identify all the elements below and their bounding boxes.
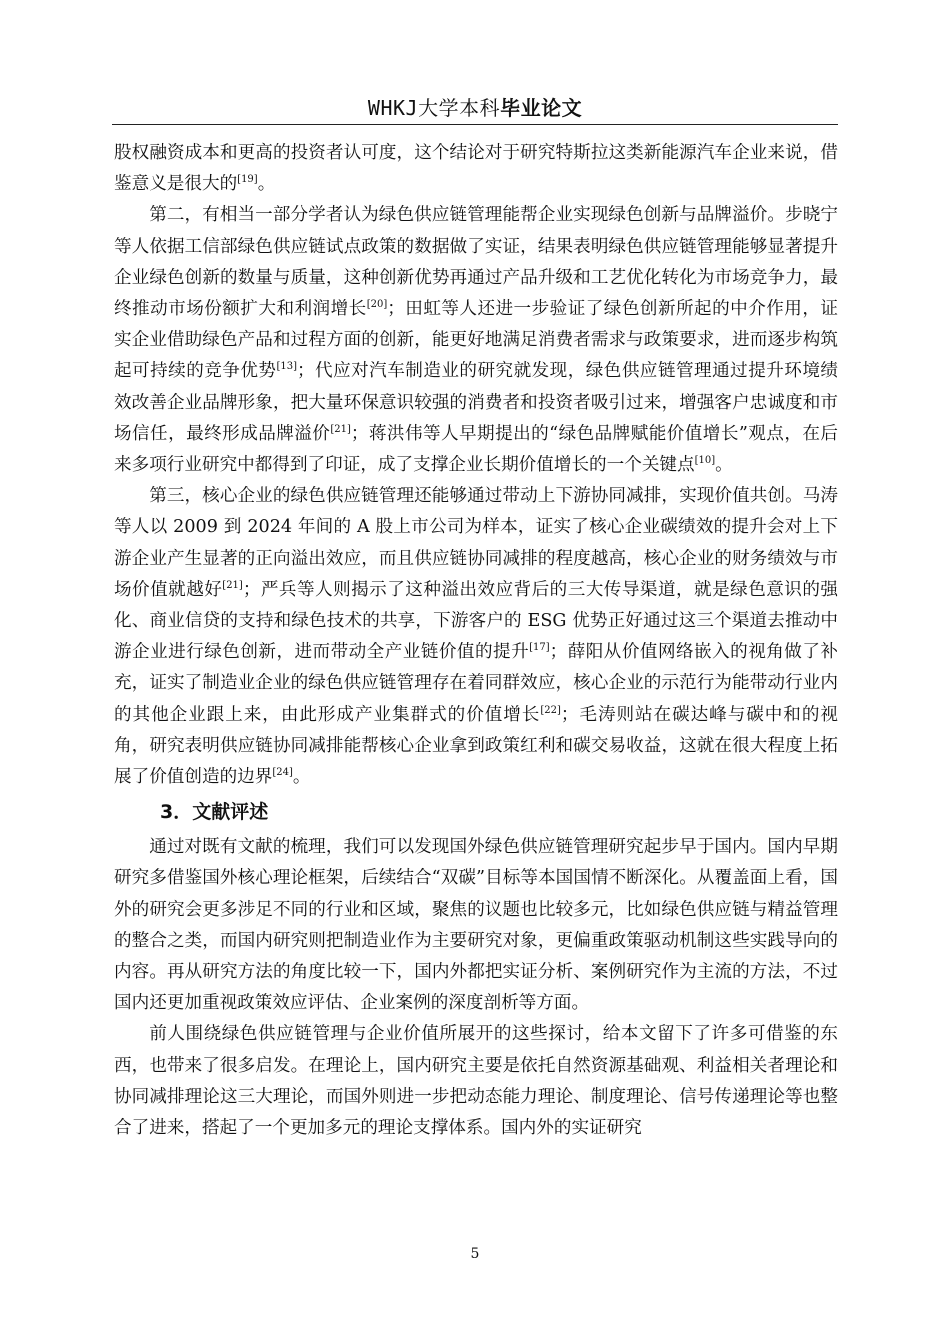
citation-ref: [10] <box>694 455 716 467</box>
section-heading <box>114 794 838 830</box>
paragraph <box>114 832 838 1019</box>
text-run: ；严兵等人则揭示了这种溢出效应背后的三大传导渠道，就是绿色意识的强化、商业信贷的支持和绿色技术的共享，下游客户的 ESG 优势正好通过这三个渠道去推动中游企业进行绿色创新，进而带动全产业链价值的提升 <box>114 579 838 663</box>
page-header <box>0 92 950 121</box>
text-run: ；毛涛则站在碳达峰与碳中和的视角，研究表明供应链协同减排能帮核心企业拿到政策红利和碳交易收益，这就在很大程度上拓展了价值创造的边界 <box>114 704 838 788</box>
header-rule <box>112 124 838 125</box>
citation-ref: [22] <box>540 704 561 716</box>
text-run: ；蒋洪伟等人早期提出的“绿色品牌赋能价值增长”观点，在后来多项行业研究中都得到了印证，成了支撑企业长期价值增长的一个关键点 <box>114 423 838 476</box>
citation-ref: [21] <box>330 423 351 435</box>
header-thesis-label: 毕业论文 <box>500 96 583 120</box>
citation-ref: [19] <box>237 174 258 186</box>
citation-ref: [24] <box>272 767 293 779</box>
text-run: 前人围绕绿色供应链管理与企业价值所展开的这些探讨，给本文留下了许多可借鉴的东西，也带来了很多启发。在理论上，国内研究主要是依托自然资源基础观、利益相关者理论和协同减排理论这三大理论，而国外则进一步把动态能力理论、制度理论、信号传递理论等也整合了进来，搭起了一个更加多元的理论支撑体系。国内外的实证研究 <box>114 1024 838 1139</box>
paragraph <box>114 1019 838 1144</box>
text-run: 股权融资成本和更高的投资者认可度，这个结论对于研究特斯拉这类新能源汽车企业来说，借鉴意义是很大的 <box>114 143 838 195</box>
paragraph <box>114 200 838 481</box>
paragraph <box>114 138 838 200</box>
text-run: ；薛阳从价值网络嵌入的视角做了补充，证实了制造业企业的绿色供应链管理存在着同群效应，核心企业的示范行为能带动行业内的其他企业跟上来，由此形成产业集群式的价值增长 <box>114 642 838 725</box>
text-run: 第二，有相当一部分学者认为绿色供应链管理能帮企业实现绿色创新与品牌溢价。步晓宁等人依据工信部绿色供应链试点政策的数据做了实证，结果表明绿色供应链管理能够显著提升企业绿色创新的数量与质量，这种创新优势再通过产品升级和工艺优化转化为市场竞争力，最终推动市场份额扩大和利润增长 <box>114 205 838 320</box>
text-run: ；代应对汽车制造业的研究就发现，绿色供应链管理通过提升环境绩效改善企业品牌形象，把大量环保意识较强的消费者和投资者吸引过来，增强客户忠诚度和市场信任，最终形成品牌溢价 <box>114 361 838 444</box>
body-text <box>114 138 838 1144</box>
text-run: ；田虹等人还进一步验证了绿色创新所起的中介作用，证实企业借助绿色产品和过程方面的创新，能更好地满足消费者需求与政策要求，进而逐步构筑起可持续的竞争优势 <box>114 299 838 382</box>
citation-ref: [21] <box>222 579 243 591</box>
text-run: 。 <box>257 174 276 195</box>
citation-ref: [17] <box>529 642 550 654</box>
citation-ref: [20] <box>366 299 388 311</box>
text-run: 3．文献评述 <box>160 801 269 824</box>
text-run: 。 <box>292 767 311 788</box>
header-university: WHKJ大学本科 <box>367 96 501 120</box>
paragraph <box>114 481 838 793</box>
page-number: 5 <box>470 1246 480 1262</box>
citation-ref: [13] <box>276 361 297 373</box>
text-run: 第三，核心企业的绿色供应链管理还能够通过带动上下游协同减排，实现价值共创。马涛等人以 2009 到 2024 年间的 A 股上市公司为样本，证实了核心企业碳绩效的提升会对上下游企业产生显著的正向溢出效应，而且供应链协同减排的程度越高，核心企业的财务绩效与市场价值就越好 <box>114 486 838 600</box>
text-run: 。 <box>715 455 733 476</box>
text-run: 通过对既有文献的梳理，我们可以发现国外绿色供应链管理研究起步早于国内。国内早期研究多借鉴国外核心理论框架，后续结合“双碳”目标等本国国情不断深化。从覆盖面上看，国外的研究会更多涉足不同的行业和区域，聚焦的议题也比较多元，比如绿色供应链与精益管理的整合之类，而国内研究则把制造业作为主要研究对象，更偏重政策驱动机制这些实践导向的内容。再从研究方法的角度比较一下，国内外都把实证分析、案例研究作为主流的方法，不过国内还更加重视政策效应评估、企业案例的深度剖析等方面。 <box>114 837 838 1014</box>
